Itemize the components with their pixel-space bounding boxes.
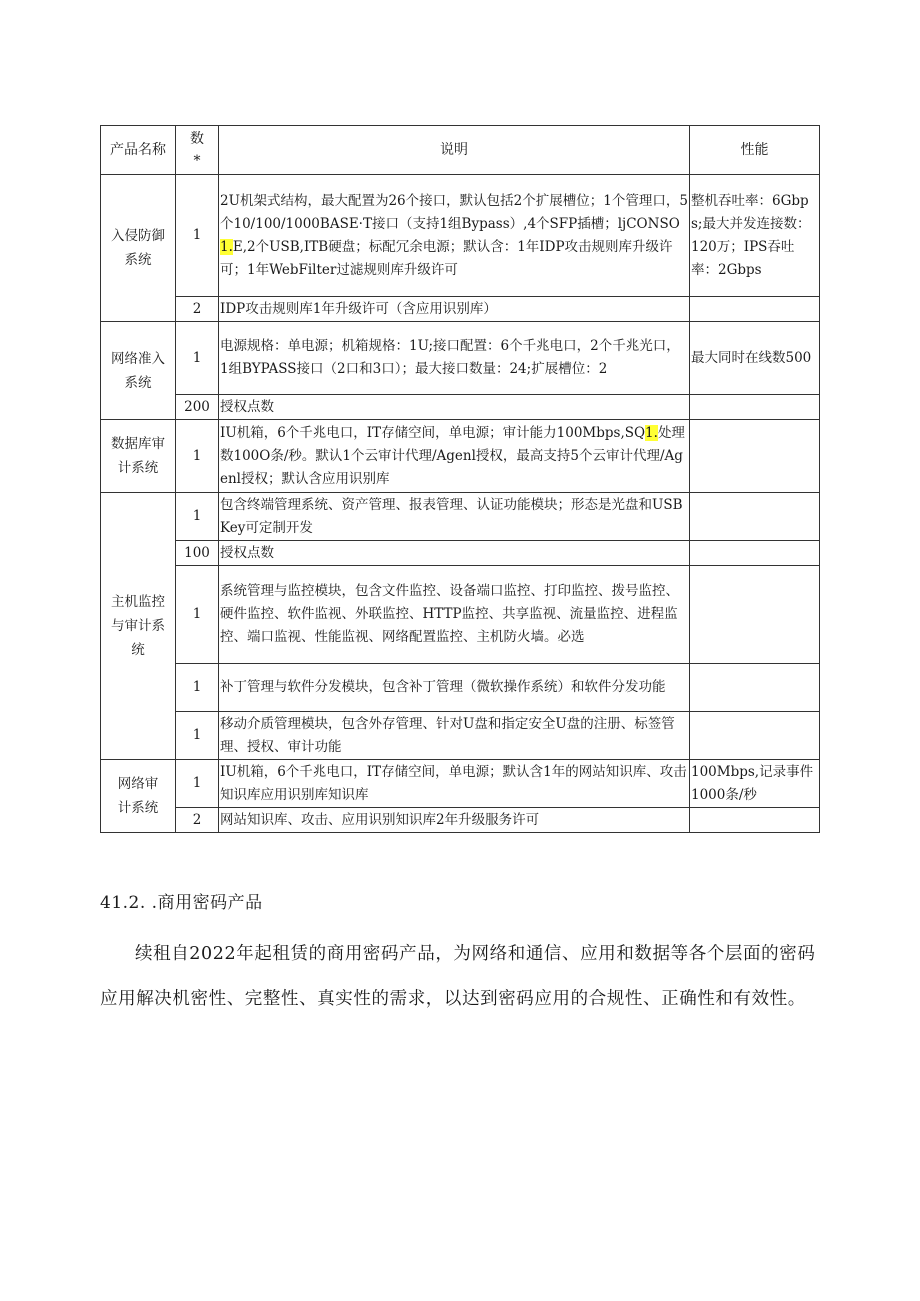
- section-heading: 41.2. .商用密码产品: [100, 893, 263, 913]
- product-name-cell: 网络审 计系统: [101, 760, 176, 833]
- table-row: [101, 664, 820, 712]
- quantity-cell: 1: [176, 420, 219, 493]
- quantity-cell: 2: [176, 808, 219, 833]
- description-text: IU机箱，6个千兆电口，IT存储空间，单电源；审计能力100Mbps,SQ: [220, 424, 646, 441]
- product-name-cell: 数据库审 计系统: [101, 420, 176, 493]
- description-cell: 移动介质管理模块，包含外存管理、针对U盘和指定安全U盘的注册、标签管理、授权、审计功能: [219, 712, 690, 760]
- description-cell: [219, 175, 690, 297]
- description-cell: 网站知识库、攻击、应用识别知识库2年升级服务许可: [219, 808, 690, 833]
- body-paragraph: 续租自2022年起租赁的商用密码产品，为网络和通信、应用和数据等各个层面的密码应用解决机密性、完整性、真实性的需求，以达到密码应用的合规性、正确性和有效性。: [100, 944, 816, 1009]
- performance-cell: [690, 297, 820, 322]
- description-cell: 授权点数: [219, 541, 690, 566]
- table-header-row: [101, 126, 820, 175]
- table-row: [101, 712, 820, 760]
- quantity-cell: 1: [176, 760, 219, 808]
- highlighted-text: 1.: [645, 424, 658, 441]
- performance-cell: [690, 566, 820, 664]
- table-row: [101, 541, 820, 566]
- description-cell: IDP攻击规则库1年升级许可（含应用识别库）: [219, 297, 690, 322]
- description-text: 2U机架式结构，最大配置为26个接口，默认包括2个扩展槽位；1个管理口，5个10/100/1000BASE·T接口（支持1组Bypass）,4个SFP插槽；ljCONSO: [220, 192, 688, 232]
- product-name-cell: 入侵防御 系统: [101, 175, 176, 322]
- highlighted-text: 1.: [220, 238, 233, 255]
- table-row: [101, 420, 820, 493]
- header-description: 说明: [219, 126, 690, 175]
- performance-cell: [690, 712, 820, 760]
- header-quantity: 数 *: [176, 126, 219, 175]
- table-row: [101, 322, 820, 395]
- quantity-cell: 1: [176, 175, 219, 297]
- quantity-cell: 100: [176, 541, 219, 566]
- description-cell: 包含终端管理系统、资产管理、报表管理、认证功能模块；形态是光盘和USBKey可定制开发: [219, 493, 690, 541]
- quantity-cell: 2: [176, 297, 219, 322]
- performance-cell: [690, 664, 820, 712]
- performance-cell: 最大同时在线数500: [690, 322, 820, 395]
- description-cell: 补丁管理与软件分发模块，包含补丁管理（微软操作系统）和软件分发功能: [219, 664, 690, 712]
- product-name-cell: 网络准入 系统: [101, 322, 176, 420]
- description-cell: 电源规格：单电源；机箱规格：1U;接口配置：6个千兆电口，2个千兆光口，1组BYPASS接口（2口和3口）；最大接口数量：24;扩展槽位：2: [219, 322, 690, 395]
- quantity-cell: 1: [176, 664, 219, 712]
- quantity-cell: 1: [176, 493, 219, 541]
- description-cell: 授权点数: [219, 395, 690, 420]
- header-performance: 性能: [690, 126, 820, 175]
- quantity-cell: 1: [176, 566, 219, 664]
- performance-cell: 整机吞吐率：6Gbps;最大并发连接数：120万；IPS吞吐率：2Gbps: [690, 175, 820, 297]
- performance-cell: [690, 420, 820, 493]
- quantity-cell: 1: [176, 322, 219, 395]
- product-name-cell: 主机监控 与审计系 统: [101, 493, 176, 760]
- table-row: [101, 297, 820, 322]
- description-text: 处理数100O条/秒。默认1个云审计代理/Agenl授权，最高支持5个云审计代理/Agenl授权；默认含应用识别库: [220, 424, 685, 487]
- description-cell: [219, 420, 690, 493]
- table-row: [101, 760, 820, 808]
- product-spec-table: [100, 125, 820, 833]
- table-row: [101, 566, 820, 664]
- table-row: [101, 175, 820, 297]
- description-text: E,2个USB,ITB硬盘；标配冗余电源；默认含：1年IDP攻击规则库升级许可；1年WebFilter过滤规则库升级许可: [220, 238, 673, 278]
- table-row: [101, 808, 820, 833]
- quantity-cell: 200: [176, 395, 219, 420]
- performance-cell: [690, 808, 820, 833]
- quantity-cell: 1: [176, 712, 219, 760]
- performance-cell: [690, 493, 820, 541]
- description-cell: IU机箱，6个千兆电口，IT存储空间，单电源；默认含1年的网站知识库、攻击知识库应用识别库知识库: [219, 760, 690, 808]
- performance-cell: [690, 395, 820, 420]
- header-product-name: 产品名称: [101, 126, 176, 175]
- description-cell: 系统管理与监控模块，包含文件监控、设备端口监控、打印监控、拨号监控、硬件监控、软件监视、外联监控、HTTP监控、共享监视、流量监控、进程监控、端口监视、性能监视、网络配置监控、主机防火墙。必选: [219, 566, 690, 664]
- table-row: [101, 395, 820, 420]
- performance-cell: 100Mbps,记录事件1000条/秒: [690, 760, 820, 808]
- performance-cell: [690, 541, 820, 566]
- table-row: [101, 493, 820, 541]
